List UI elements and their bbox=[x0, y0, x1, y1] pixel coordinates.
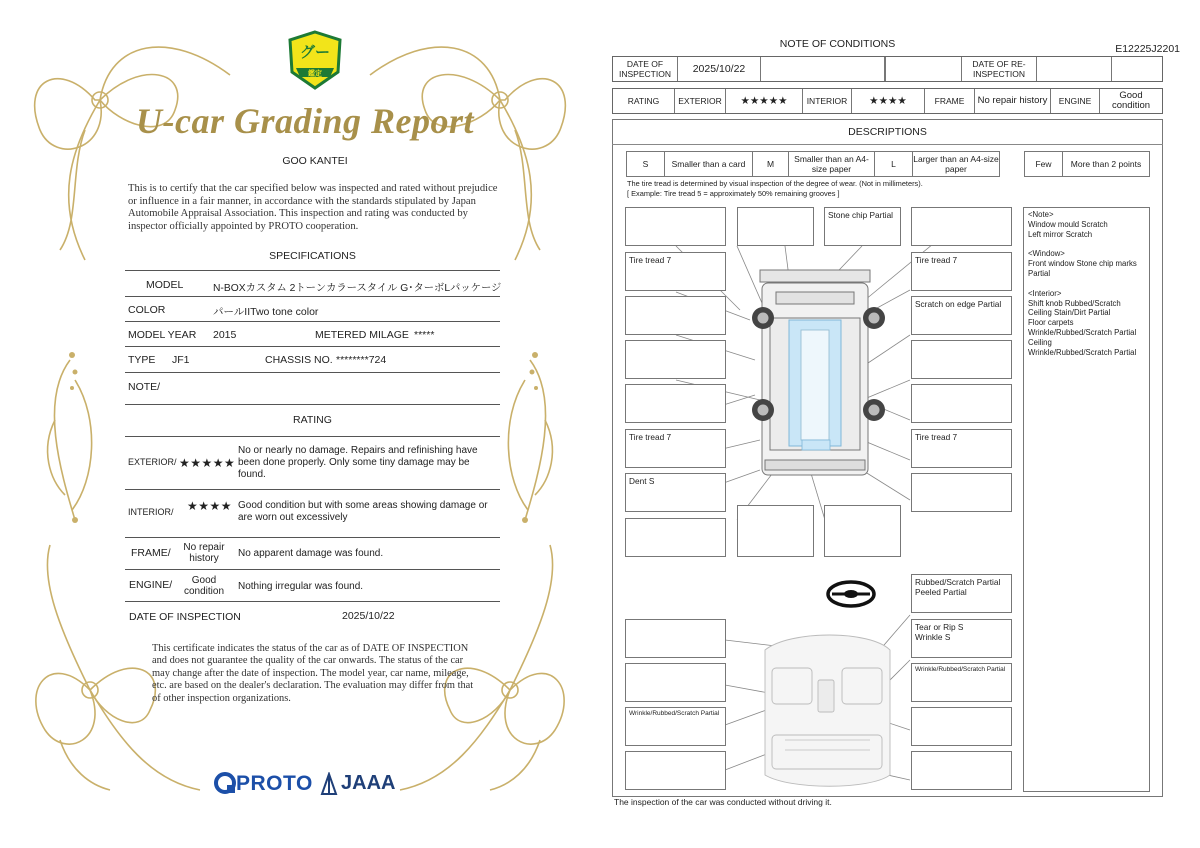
note-label: NOTE/ bbox=[128, 381, 161, 393]
size-legend bbox=[626, 151, 1000, 177]
notes-line: Left mirror Scratch bbox=[1028, 229, 1093, 239]
annotation-box bbox=[625, 296, 726, 335]
empty-cell bbox=[885, 57, 962, 81]
divider bbox=[125, 321, 500, 322]
color-value: パールIITwo tone color bbox=[213, 306, 319, 318]
date-of-inspection-value: 2025/10/22 bbox=[678, 57, 761, 81]
goo-kantei-badge-icon bbox=[286, 30, 344, 92]
metered-milage-label: METERED MILAGE bbox=[315, 329, 409, 341]
annotation-box bbox=[625, 518, 726, 557]
rating-label: RATING bbox=[613, 89, 675, 113]
annotation-tire-front-left: Tire tread 7 bbox=[625, 252, 726, 291]
frame-value: No repair history bbox=[183, 542, 225, 564]
annotation-box bbox=[625, 340, 726, 379]
annotation-box bbox=[911, 707, 1012, 746]
exterior-description: No or nearly no damage. Repairs and refinishing have been done properly. Only some tiny damage may be found. bbox=[238, 445, 478, 480]
engine-value: Good condition bbox=[1111, 90, 1151, 111]
annotation-seat-left: Wrinkle/Rubbed/Scratch Partial bbox=[625, 707, 726, 746]
descriptions-heading: DESCRIPTIONS bbox=[612, 119, 1163, 145]
notes-line: <Interior> bbox=[1028, 288, 1062, 298]
legend-s: S bbox=[627, 152, 665, 176]
annotation-box bbox=[911, 751, 1012, 790]
divider bbox=[125, 489, 500, 490]
interior-label: INTERIOR bbox=[803, 89, 852, 113]
annotation-box bbox=[625, 751, 726, 790]
proto-logo-icon bbox=[213, 771, 237, 795]
engine-label: ENGINE/ bbox=[129, 579, 173, 591]
notes-line: Ceiling Stain/Dirt Partial bbox=[1028, 308, 1111, 318]
exterior-label: EXTERIOR bbox=[675, 89, 726, 113]
notes-panel bbox=[1023, 207, 1150, 792]
proto-logo-text: PROTO bbox=[236, 772, 313, 795]
footer-note: The inspection of the car was conducted without driving it. bbox=[614, 797, 832, 807]
model-label: MODEL bbox=[146, 279, 184, 291]
interior-description: Good condition but with some areas showing damage or are worn out excessively bbox=[238, 500, 488, 523]
dates-row bbox=[612, 56, 1163, 82]
tire-tread-note: The tire tread is determined by visual inspection of the degree of wear. (Not in millimeters). [ Example: Tire tread 5 = approximately 50% remaining grooves ] bbox=[627, 179, 923, 198]
divider bbox=[125, 537, 500, 538]
annotation-box bbox=[911, 340, 1012, 379]
date-of-reinspection-label: DATE OF RE-INSPECTION bbox=[962, 57, 1037, 81]
legend-l: L bbox=[875, 152, 913, 176]
date-of-inspection-value: 2025/10/22 bbox=[342, 610, 395, 622]
empty-cell bbox=[1112, 57, 1162, 81]
divider bbox=[125, 569, 500, 570]
legend-few-desc: More than 2 points bbox=[1070, 159, 1142, 169]
legend-few: Few bbox=[1025, 152, 1063, 176]
frame-label: FRAME bbox=[925, 89, 975, 113]
jaaa-logo-text: JAAA bbox=[341, 772, 396, 794]
note-of-conditions-sheet bbox=[600, 0, 1200, 848]
notes-line: Floor carpets bbox=[1028, 318, 1074, 328]
legend-m-desc: Smaller than an A4-size paper bbox=[789, 152, 875, 176]
annotation-box bbox=[911, 384, 1012, 423]
notes-line: Wrinkle/Rubbed/Scratch Partial bbox=[1028, 347, 1137, 357]
frame-description: No apparent damage was found. bbox=[238, 548, 384, 559]
notes-line: Shift knob Rubbed/Scratch bbox=[1028, 298, 1121, 308]
annotation-steering: Rubbed/Scratch Partial Peeled Partial bbox=[911, 574, 1012, 613]
sheet-code: E12225J2201 bbox=[1115, 43, 1180, 55]
divider bbox=[125, 296, 500, 297]
annotation-tire-rear-right: Tire tread 7 bbox=[911, 429, 1012, 468]
annotation-stone-chip: Stone chip Partial bbox=[824, 207, 901, 246]
divider bbox=[125, 404, 500, 405]
annotation-box bbox=[911, 207, 1012, 246]
annotation-tire-rear-left: Tire tread 7 bbox=[625, 429, 726, 468]
model-year-value: 2015 bbox=[213, 329, 237, 341]
color-label: COLOR bbox=[128, 304, 166, 316]
notes-line: Wrinkle/Rubbed/Scratch Partial bbox=[1028, 327, 1137, 337]
exterior-label: EXTERIOR/ bbox=[128, 457, 177, 467]
model-value: N-BOXカスタム 2トーンカラースタイル G･ターボLパッケージ bbox=[213, 283, 502, 294]
annotation-box bbox=[824, 505, 901, 557]
annotation-seat-tear: Tear or Rip S Wrinkle S bbox=[911, 619, 1012, 658]
engine-value: Good condition bbox=[183, 575, 225, 597]
certificate-subtitle: GOO KANTEI bbox=[282, 155, 348, 167]
interior-label: INTERIOR/ bbox=[128, 507, 174, 517]
chassis-label: CHASSIS NO. bbox=[265, 354, 333, 366]
divider bbox=[125, 270, 500, 271]
frame-label: FRAME/ bbox=[131, 547, 171, 559]
engine-description: Nothing irregular was found. bbox=[238, 581, 364, 592]
metered-milage-value: ***** bbox=[414, 329, 435, 341]
annotation-dent: Dent S bbox=[625, 473, 726, 512]
divider bbox=[125, 346, 500, 347]
date-of-inspection-label: DATE OF INSPECTION bbox=[129, 611, 241, 623]
divider bbox=[125, 372, 500, 373]
notes-spacer bbox=[1028, 279, 1145, 289]
annotation-box bbox=[625, 207, 726, 246]
empty-cell bbox=[761, 57, 885, 81]
certificate-closing: This certificate indicates the status of the car as of DATE OF INSPECTION and does not guarantee the quality of the car onwards. The status of the car may change after the date of inspection. The model year, car name, mileage, etc. are based on the dealer's declaration. The evaluation may differ from that of other inspection organizations. bbox=[152, 643, 474, 704]
legend-l-desc: Larger than an A4-size paper bbox=[913, 154, 999, 174]
notes-line: Window mould Scratch bbox=[1028, 219, 1108, 229]
frame-value: No repair history bbox=[975, 89, 1051, 113]
legend-s-desc: Smaller than a card bbox=[665, 152, 753, 176]
notes-spacer bbox=[1028, 239, 1145, 249]
rating-heading: RATING bbox=[293, 414, 332, 426]
annotation-box bbox=[625, 384, 726, 423]
notes-line: Front window Stone chip marks Partial bbox=[1028, 259, 1137, 278]
annotation-tire-front-right: Tire tread 7 bbox=[911, 252, 1012, 291]
exterior-stars: ★★★★★ bbox=[726, 89, 803, 113]
few-legend bbox=[1024, 151, 1150, 177]
type-label: TYPE bbox=[128, 354, 156, 366]
date-of-inspection-label: DATE OF INSPECTION bbox=[613, 57, 678, 81]
svg-text:鑑定: 鑑定 bbox=[308, 69, 322, 78]
notes-line: <Window> bbox=[1028, 249, 1065, 259]
sheet-title: NOTE OF CONDITIONS bbox=[779, 38, 896, 50]
annotation-seat-right: Wrinkle/Rubbed/Scratch Partial bbox=[911, 663, 1012, 702]
svg-text:グー: グー bbox=[299, 43, 331, 61]
divider bbox=[125, 436, 500, 437]
specifications-heading: SPECIFICATIONS bbox=[269, 250, 356, 262]
engine-label: ENGINE bbox=[1051, 89, 1100, 113]
type-value: JF1 bbox=[172, 354, 190, 366]
notes-line: Ceiling bbox=[1028, 337, 1052, 347]
annotation-box bbox=[737, 505, 814, 557]
certificate-title: U-car Grading Report bbox=[135, 101, 474, 141]
chassis-value: ********724 bbox=[336, 354, 387, 366]
annotation-box bbox=[737, 207, 814, 246]
annotation-box bbox=[625, 663, 726, 702]
legend-m: M bbox=[753, 152, 789, 176]
certificate-intro: This is to certify that the car specified below was inspected and rated without prejudice or influence in a fair manner, in accordance with the standards stipulated by Japan Automobile Appraisal Association. This inspection and rating was conducted by inspector officially appointed by PROTO cooperation. bbox=[128, 183, 498, 232]
divider bbox=[125, 601, 500, 602]
model-year-label: MODEL YEAR bbox=[128, 329, 197, 341]
empty-cell bbox=[1037, 57, 1112, 81]
annotation-scratch-edge: Scratch on edge Partial bbox=[911, 296, 1012, 335]
annotation-box bbox=[911, 473, 1012, 512]
jaaa-logo-icon bbox=[320, 772, 338, 796]
interior-stars: ★★★★ bbox=[852, 89, 925, 113]
notes-line: <Note> bbox=[1028, 210, 1054, 219]
interior-stars: ★★★★ bbox=[187, 499, 233, 513]
rating-row bbox=[612, 88, 1163, 114]
exterior-stars: ★★★★★ bbox=[179, 456, 236, 470]
annotation-box bbox=[625, 619, 726, 658]
